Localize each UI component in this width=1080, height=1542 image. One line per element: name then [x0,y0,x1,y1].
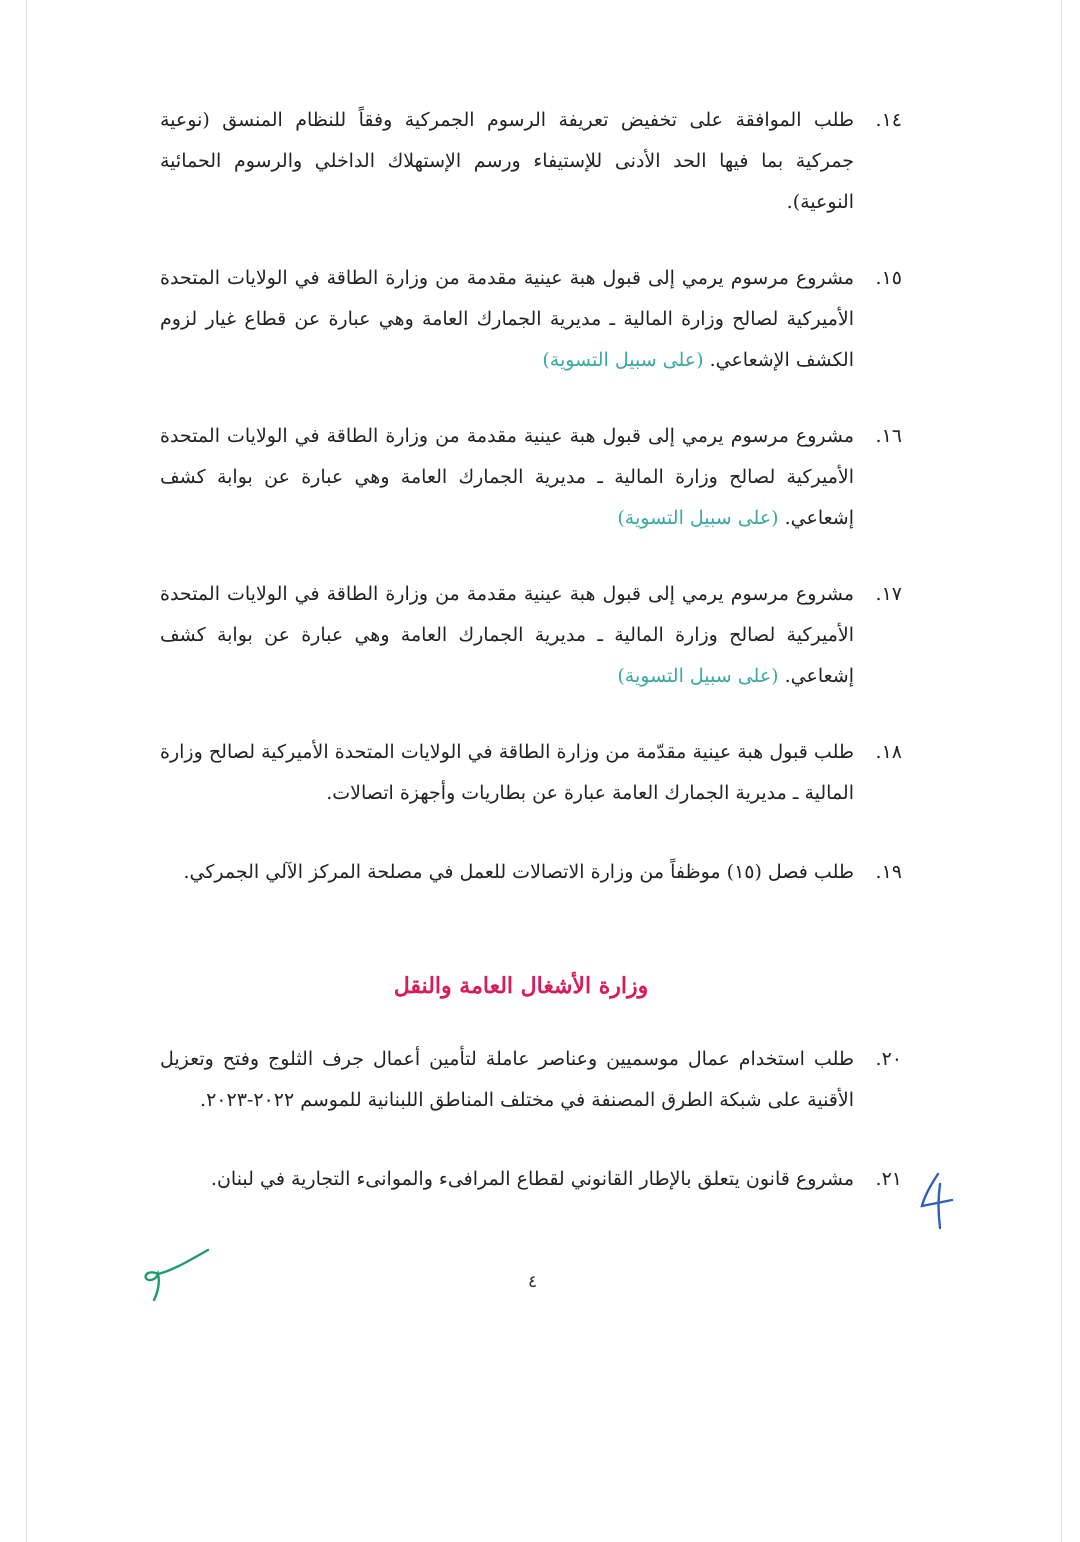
agenda-item-19 [160,852,902,893]
item-number: ١٧. [875,583,902,605]
item-number: ١٤. [875,109,902,131]
agenda-item-15 [160,258,902,381]
item-number: ١٦. [875,425,902,447]
agenda-item-18 [160,732,902,814]
item-text: طلب قبول هبة عينية مقدّمة من وزارة الطاقة في الولايات المتحدة الأميركية لصالح وزارة المالية ـ مديرية الجمارك العامة عبارة عن بطاريات وأجهزة اتصالات. [160,741,854,804]
item-text: طلب الموافقة على تخفيض تعريفة الرسوم الجمركية وفقاً للنظام المنسق (نوعية جمركية بما فيها الحد الأدنى للإستيفاء ورسم الإستهلاك الداخلي والرسوم الحمائية النوعية). [160,109,854,213]
item-number: ١٩. [875,861,902,883]
handwritten-signature-icon [138,1244,214,1306]
item-text: طلب فصل (١٥) موظفاً من وزارة الاتصالات للعمل في مصلحة المركز الآلي الجمركي. [183,861,854,883]
agenda-item-14 [160,100,902,223]
agenda-item-16 [160,416,902,539]
item-number: ٢١. [875,1168,902,1190]
agenda-item-20 [160,1039,902,1121]
item-text: طلب استخدام عمال موسميين وعناصر عاملة لتأمين أعمال جرف الثلوج وفتح وتعزيل الأقنية على شبكة الطرق المصنفة في مختلف المناطق اللبنانية للموسم ٢٠٢٢-٢٠٢٣. [160,1048,854,1111]
item-text: مشروع مرسوم يرمي إلى قبول هبة عينية مقدمة من وزارة الطاقة في الولايات المتحدة الأميركية لصالح وزارة المالية ـ مديرية الجمارك العامة وهي عبارة عن بوابة كشف إشعاعي. [160,583,854,687]
page-edge-right [1061,0,1062,1542]
item-note: (على سبيل التسوية) [617,507,779,529]
item-text: مشروع قانون يتعلق بالإطار القانوني لقطاع المرافىء والموانىء التجارية في لبنان. [210,1168,854,1190]
section-title: وزارة الأشغال العامة والنقل [393,973,649,999]
item-text: مشروع مرسوم يرمي إلى قبول هبة عينية مقدمة من وزارة الطاقة في الولايات المتحدة الأميركية لصالح وزارة المالية ـ مديرية الجمارك العامة وهي عبارة عن بوابة كشف إشعاعي. [160,425,854,529]
item-text: مشروع مرسوم يرمي إلى قبول هبة عينية مقدمة من وزارة الطاقة في الولايات المتحدة الأميركية لصالح وزارة المالية ـ مديرية الجمارك العامة وهي عبارة عن قطاع غيار لزوم الكشف الإشعاعي. [160,267,854,371]
item-number: ٢٠. [875,1048,902,1070]
page-number: ٤ [528,1272,538,1292]
agenda-items [160,100,902,1200]
item-note: (على سبيل التسوية) [617,665,779,687]
agenda-item-17 [160,574,902,697]
handwritten-margin-mark-icon [916,1170,956,1232]
item-number: ١٨. [875,741,902,763]
item-number: ١٥. [875,267,902,289]
page-edge-left [26,0,27,1542]
item-note: (على سبيل التسوية) [542,349,704,371]
agenda-item-21 [160,1159,902,1200]
